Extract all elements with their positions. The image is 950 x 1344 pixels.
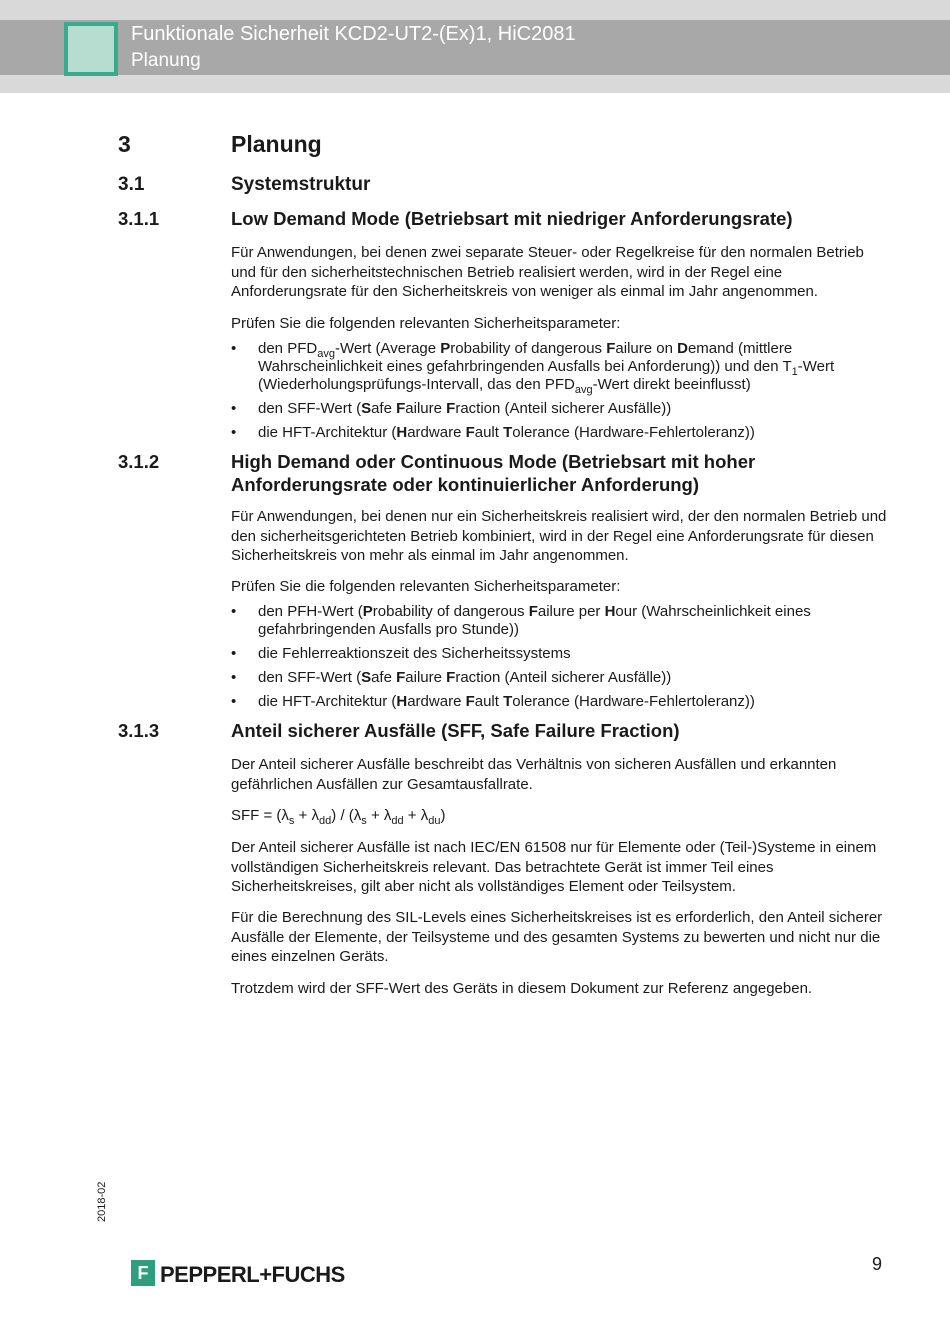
list-item: • die Fehlerreaktionszeit des Sicherheitssystems [231,645,891,663]
section-3-1-3-title: Anteil sicherer Ausfälle (SFF, Safe Failure Fraction) [231,720,680,741]
section-3-1-3-number: 3.1.3 [118,720,160,741]
section-3-1-2-title [231,450,891,496]
pepperl-fuchs-logo-icon: F [131,1260,155,1286]
list-item: • den PFH-Wert (Probability of dangerous Failure per Hour (Wahrscheinlichkeit eines gefahrbringenden Ausfalls pro Stunde)) [231,603,891,639]
section-3-1-number: 3.1 [118,174,145,195]
paragraph: Für Anwendungen, bei denen zwei separate Steuer- oder Regelkreise für den normalen Betrieb und für den sicherheitstechnischen Betrieb realisiert werden, wird in der Regel eine Anforderungsrate für den Sicherheitskreis von weniger als einmal im Jahr angenommen. [231,244,864,301]
list-item: • den SFF-Wert (Safe Failure Fraction (Anteil sicherer Ausfälle)) [231,400,891,418]
document-subtitle: Planung [131,50,201,71]
section-3-1-2-title-line: High Demand oder Continuous Mode (Betriebsart mit hoher [231,451,756,472]
section-3-1-1-number: 3.1.1 [118,208,160,229]
paragraph: Prüfen Sie die folgenden relevanten Sicherheitsparameter: [231,578,621,595]
paragraph: Der Anteil sicherer Ausfälle beschreibt das Verhältnis von sicheren Ausfällen und erkannten gefährlichen Ausfällen zur Gesamtausfallrate. [231,756,837,793]
section-3-1-1-title: Low Demand Mode (Betriebsart mit niedriger Anforderungsrate) [231,208,793,229]
section-3-1-2-number: 3.1.2 [118,451,160,472]
brand-name: PEPPERL+FUCHS [160,1262,345,1287]
list-item: • den $PFD_{avg}$-Wert (Average Probability of dangerous Failure on Demand (mittlere Wahrscheinlichkeit eines gefahrbringenden Ausfalls bei Anforderung)) und den $T_1$-Wert (Wiederholungsprüfungs-Intervall, das den $PFD_{avg}$-Wert direkt beeinflusst) [231,340,891,394]
section-3-1-2-title-line: Anforderungsrate oder kontinuierlicher Anforderung) [231,474,700,495]
document-title: Funktionale Sicherheit KCD2-UT2-(Ex)1, HiC2081 [131,23,576,45]
list-item: • die HFT-Architektur (Hardware Fault Tolerance (Hardware-Fehlertoleranz)) [231,693,891,711]
paragraph: Für die Berechnung des SIL-Levels eines Sicherheitskreises ist es erforderlich, den Anteil sicherer Ausfälle der Elemente, der Teilsysteme und des gesamten Systems zu bewerten und nicht nur die eines einzelnen Geräts. [231,909,883,966]
page-number: 9 [872,1254,883,1274]
paragraph: Für Anwendungen, bei denen nur ein Sicherheitskreis realisiert wird, der den normalen Betrieb und den sicherheitsgerichteten Betrieb kombiniert, wird in der Regel eine Anforderungsrate für diesen Sicherheitskreis von mehr als einmal im Jahr angenommen. [231,508,887,565]
sff-formula: SFF = $(\lambda_s + \lambda_{dd}) / (\lambda_s + \lambda_{dd} + \lambda_{du})$ [231,807,446,827]
parameter-list [231,603,891,717]
list-item: • den SFF-Wert (Safe Failure Fraction (Anteil sicherer Ausfälle)) [231,669,891,687]
paragraph: Prüfen Sie die folgenden relevanten Sicherheitsparameter: [231,315,621,332]
list-item: • die HFT-Architektur (Hardware Fault Tolerance (Hardware-Fehlertoleranz)) [231,424,891,442]
header-top-strip [0,0,950,20]
header-lower-band [0,75,950,93]
paragraph: Trotzdem wird der SFF-Wert des Geräts in diesem Dokument zur Referenz angegeben. [231,980,813,997]
section-3-number: 3 [118,131,131,157]
section-3-title: Planung [231,131,322,157]
paragraph: Der Anteil sicherer Ausfälle ist nach IEC/EN 61508 nur für Elemente oder (Teil-)Systeme in einem vollständigen Sicherheitskreis relevant. Das betrachtete Gerät ist immer Teil eines Sicherheitskreises, gilt aber nicht als vollständiges Element oder Teilsystem. [231,839,877,896]
parameter-list [231,340,891,448]
section-3-1-title: Systemstruktur [231,174,371,195]
header-square-logo-icon [64,22,118,76]
revision-date: 2018-02 [96,1181,108,1222]
